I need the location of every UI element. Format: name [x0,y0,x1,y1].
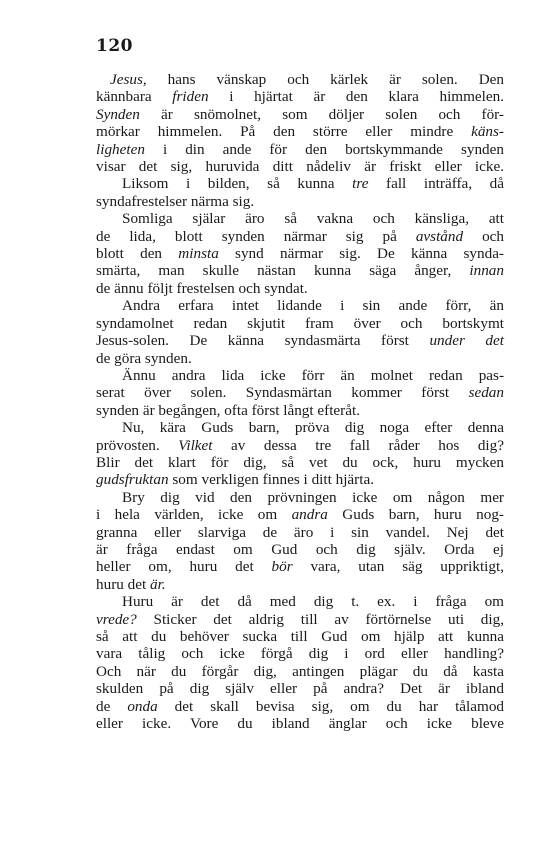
text-line [96,262,504,279]
text-segment: huru det [96,575,150,593]
italic-text: är. [150,575,166,593]
text-segment: och [463,227,505,245]
text-line [96,210,504,227]
italic-text: käns- [471,123,504,141]
text-segment: Jesus-solen. De känna syndasmärta först [96,332,430,350]
text-segment: Guds barn, huru nog- [327,506,504,524]
text-segment: fall inträffa, då [368,175,504,193]
text-segment: prövosten. [96,436,179,454]
text-line [96,628,504,645]
text-segment: är fråga endast om Gud och dig själv. Orda ej [96,540,504,558]
text-segment: hans vänskap och kärlek är solen. Den [146,71,504,88]
text-line [96,88,504,105]
text-line [96,576,504,593]
text-line [96,471,504,488]
italic-text: andra [291,506,328,524]
text-segment: de göra synden. [96,349,192,367]
text-line [96,175,504,192]
text-segment: Liksom i bilden, så kunna [122,175,353,193]
text-line [96,123,504,140]
text-line [96,367,504,384]
text-line [96,280,504,297]
italic-text: gudsfruktan [96,471,169,489]
text-line [96,158,504,175]
italic-text: sedan [468,384,504,402]
text-segment: Nu, kära Guds barn, pröva dig noga efter denna [122,419,504,437]
text-line [96,541,504,558]
text-segment: i hela världen, icke om [96,506,292,524]
text-segment: i hjärtat är den klara himmelen. [208,88,505,106]
page-number: 120 [96,36,133,56]
text-segment: eller icke. Vore du ibland änglar och icke bleve [96,715,504,733]
text-segment: kännbara [96,88,173,106]
text-line [96,454,504,471]
text-line [96,593,504,610]
text-line [96,419,504,436]
text-line [96,715,504,732]
italic-text: avstånd [415,227,464,245]
text-line [96,141,504,158]
text-line [96,106,504,123]
text-segment: de lida, blott synden närmar sig på [96,227,416,245]
text-line [96,228,504,245]
text-segment: Somliga själar äro så vakna och känsliga, att [122,210,504,228]
italic-text: bör [271,558,293,576]
text-segment: i din ande för den bortskymmande synden [144,140,504,158]
text-line [96,663,504,680]
text-segment: av dessa tre fall råder hos dig? [212,436,504,454]
text-segment: de ännu följt frestelsen och syndat. [96,279,308,297]
text-segment: Blir det klart för dig, så vet du ock, huru mycken [96,453,504,471]
text-segment: serat över solen. Syndasmärtan kommer först [96,384,469,402]
text-segment: de [96,697,128,715]
text-line [96,698,504,715]
text-segment: Och när du förgår dig, antingen plägar du då kasta [96,662,504,680]
text-segment: Sticker det aldrig till av förtörnelse uti dig, [136,610,504,628]
text-line [96,611,504,628]
text-line [96,384,504,401]
text-segment: syndafrestelser närma sig. [96,192,255,210]
italic-text: tre [352,175,369,193]
text-line [96,489,504,506]
text-segment: blott den [96,245,179,263]
body-text [96,71,504,732]
text-segment: så att du behöver sucka till Gud om hjälp att kunna [96,628,504,645]
text-line [96,402,504,419]
text-segment: mörkar himmelen. På den större eller mindre [96,123,472,141]
text-line [96,645,504,662]
text-line [96,297,504,314]
text-line [96,524,504,541]
text-segment: synd närmar sig. De känna synda- [218,245,504,263]
text-line [96,193,504,210]
text-segment: är snömolnet, som döljer solen och för- [139,105,504,123]
text-line [96,71,504,88]
italic-text: ligheten [96,140,145,158]
text-line [96,350,504,367]
text-segment: vara tålig och icke förgå dig i ord eller handling? [96,645,504,663]
text-segment: visar det sig, huruvida ditt nådeliv är friskt eller icke. [96,158,504,176]
italic-text: onda [127,697,158,715]
text-segment: smärta, man skulle nästan kunna säga ånger, [96,262,470,280]
text-segment: Andra erfara intet lidande i sin ande förr, än [122,297,504,315]
italic-text: vrede? [96,610,137,628]
text-segment: som verkligen finnes i ditt hjärta. [168,471,374,489]
text-line [96,332,504,349]
text-line [96,315,504,332]
italic-text: Vilket [178,436,213,454]
text-segment: syndamolnet redan skjutit fram över och bortskymt [96,314,504,332]
text-segment: det skall bevisa sig, om du har tålamod [157,697,505,715]
text-segment: synden är begången, ofta först långt efteråt. [96,401,360,419]
italic-text: Jesus, [110,71,147,88]
text-segment: granna eller slarviga de äro i sin vandel. Nej det [96,523,504,541]
text-segment: Ännu andra lida icke förr än molnet redan pas- [122,366,504,384]
text-segment: skulden på dig själv eller på andra? Det är ibland [96,680,504,698]
italic-text: Synden [96,105,140,123]
text-line [96,558,504,575]
text-segment: heller om, huru det [96,558,272,576]
text-line [96,245,504,262]
italic-text: minsta [178,245,219,263]
text-segment: vara, utan säg uppriktigt, [292,558,504,576]
italic-text: innan [469,262,504,280]
italic-text: friden [172,88,209,106]
text-line [96,680,504,697]
text-line [96,506,504,523]
text-segment: Bry dig vid den prövningen icke om någon mer [122,488,504,506]
text-line [96,437,504,454]
text-segment: Huru är det då med dig t. ex. i fråga om [122,593,504,611]
italic-text: under det [429,332,504,350]
